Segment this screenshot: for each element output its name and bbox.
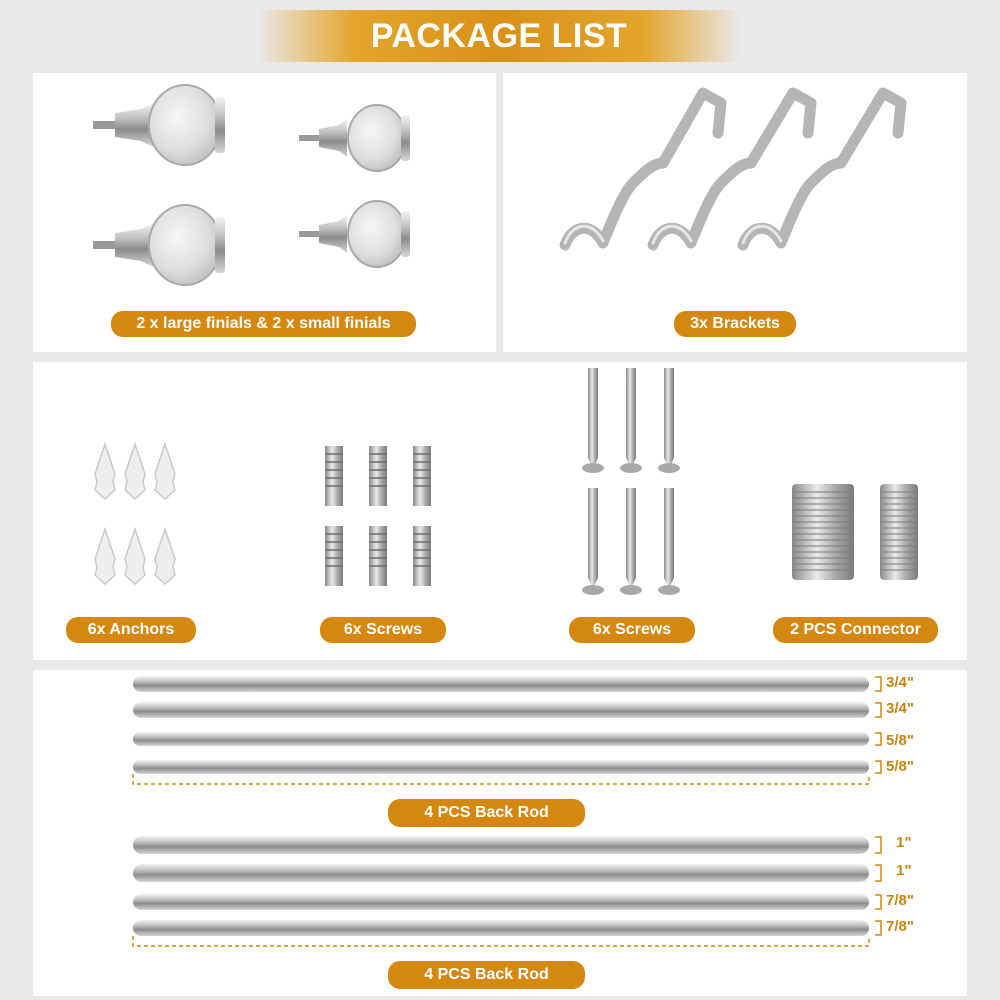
rod-group-2-icon (131, 834, 891, 954)
rod-group-1-label: 4 PCS Back Rod (388, 799, 585, 827)
rod-size-6: 1" (896, 862, 912, 879)
finials-panel (33, 73, 496, 352)
connector-label: 2 PCS Connector (773, 617, 938, 643)
finials-label: 2 x large finials & 2 x small finials (111, 311, 416, 337)
anchors-label: 6x Anchors (66, 617, 196, 643)
rod-group-2-label: 4 PCS Back Rod (388, 961, 585, 989)
rod-size-5: 1" (896, 834, 912, 851)
rod-size-4: 5/8" (886, 758, 914, 775)
rods-panel (33, 670, 967, 996)
wood-screw-icon (578, 368, 698, 598)
anchor-icon (85, 444, 205, 584)
title-banner (258, 10, 740, 62)
short-screws-label: 6x Screws (320, 617, 446, 643)
page-title: PACKAGE LIST (370, 16, 628, 55)
rod-group-1-icon (131, 674, 891, 792)
machine-screw-icon (321, 444, 451, 604)
rod-size-8: 7/8" (886, 918, 914, 935)
long-screws-label: 6x Screws (569, 617, 695, 643)
rod-size-3: 5/8" (886, 732, 914, 749)
hardware-panel (33, 362, 967, 660)
rod-size-2: 3/4" (886, 700, 914, 717)
connector-icon (790, 480, 950, 590)
brackets-panel (503, 73, 967, 352)
brackets-label: 3x Brackets (674, 311, 796, 337)
rod-size-7: 7/8" (886, 892, 914, 909)
rod-size-1: 3/4" (886, 674, 914, 691)
